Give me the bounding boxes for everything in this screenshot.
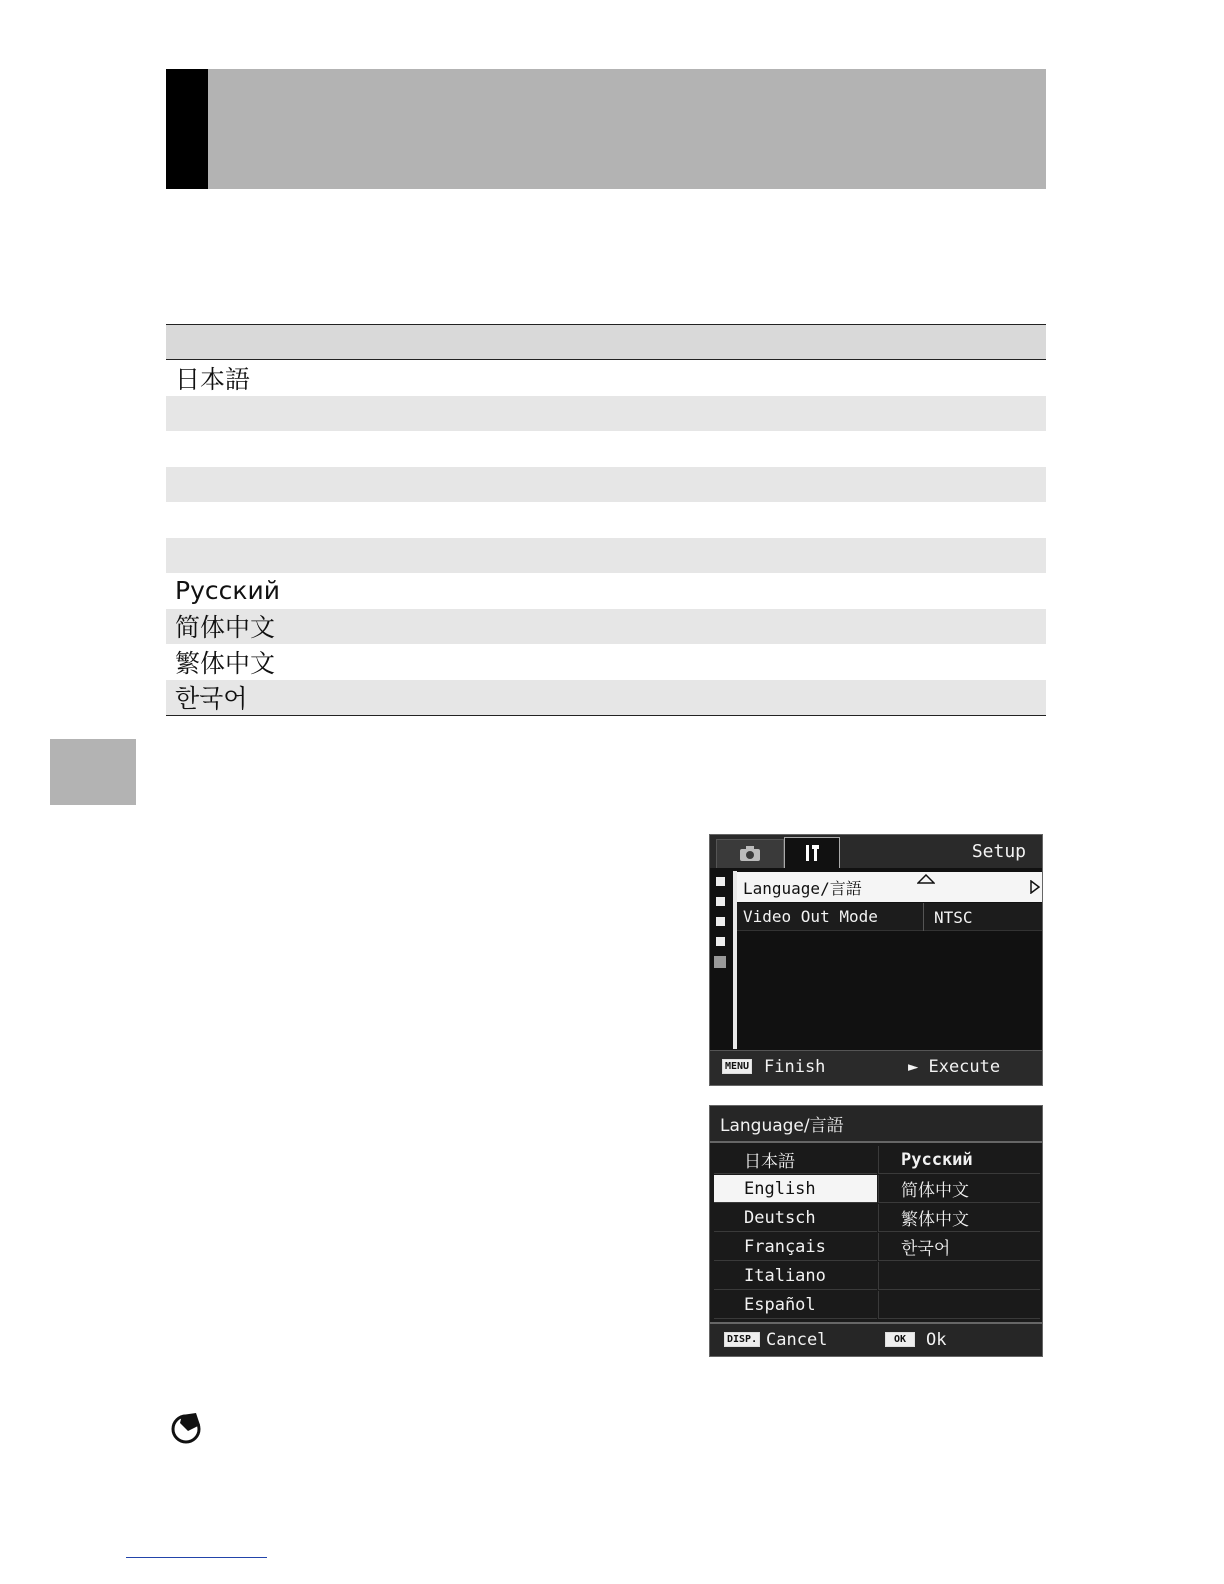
finish-label: Finish: [764, 1057, 826, 1077]
note-icon: [170, 1411, 204, 1445]
menu-item-label: Video Out Mode: [743, 907, 878, 926]
table-row: [166, 396, 1046, 432]
ok-label: Ok: [926, 1330, 947, 1350]
language-option[interactable]: 简体中文: [878, 1175, 1040, 1203]
table-header: [166, 325, 1046, 360]
language-option[interactable]: 日本語: [714, 1146, 877, 1174]
page-indicator-current: [714, 956, 726, 968]
setup-tab-title: Setup: [971, 841, 1026, 862]
page-indicator-square: [716, 877, 725, 886]
language-option[interactable]: 繁体中文: [878, 1204, 1040, 1232]
right-arrow-icon: [1030, 880, 1040, 894]
menu-item-video-out[interactable]: [737, 903, 1043, 931]
screen-footer: [710, 1050, 1042, 1085]
language-option-empty: [878, 1262, 1040, 1290]
languages-table: [166, 324, 1046, 716]
table-row: Русский: [175, 576, 280, 606]
shooting-tab[interactable]: [716, 839, 784, 868]
camera-icon: [739, 846, 761, 862]
language-screen-title: Language/言語: [710, 1106, 1042, 1143]
language-option[interactable]: Italiano: [714, 1262, 877, 1290]
table-row: [166, 502, 1046, 538]
table-row: [166, 467, 1046, 503]
ok-key-label: OK: [885, 1332, 915, 1347]
menu-item-language[interactable]: [737, 872, 1043, 902]
screen-footer: [710, 1322, 1042, 1356]
menu-item-value: NTSC: [923, 903, 973, 931]
language-option-selected[interactable]: English: [714, 1175, 877, 1203]
chapter-tab: [50, 739, 136, 805]
setup-menu-screenshot: [709, 834, 1043, 1086]
section-title-bar: [166, 69, 1046, 189]
page-indicator-square: [716, 917, 725, 926]
setup-tab[interactable]: [784, 837, 840, 868]
table-row: 繁体中文: [175, 648, 276, 678]
language-option[interactable]: 한국어: [878, 1233, 1040, 1261]
language-option-empty: [878, 1291, 1040, 1319]
footer-link-underline: [126, 1557, 267, 1558]
up-arrow-icon: [917, 874, 935, 884]
language-option[interactable]: Deutsch: [714, 1204, 877, 1232]
language-select-screenshot: [709, 1105, 1043, 1357]
page-indicator: [710, 868, 734, 1052]
disp-key-label: DISP.: [724, 1332, 760, 1347]
language-option[interactable]: Français: [714, 1233, 877, 1261]
language-option[interactable]: Русский: [878, 1146, 1040, 1174]
table-row: 한국어: [166, 680, 1046, 716]
table-row: 日本語: [175, 364, 251, 394]
table-row: 简体中文: [166, 609, 1046, 645]
page-indicator-square: [716, 937, 725, 946]
menu-item-label: Language/言語: [743, 878, 862, 898]
page-indicator-square: [716, 897, 725, 906]
menu-tab-bar: [710, 835, 1042, 868]
wrench-icon: [803, 843, 821, 863]
execute-label: ► Execute: [908, 1057, 1001, 1077]
section-title-marker: [166, 69, 208, 189]
language-option[interactable]: Español: [714, 1291, 877, 1319]
table-row: [166, 538, 1046, 574]
cancel-label: Cancel: [766, 1330, 828, 1350]
menu-key-label: MENU: [722, 1059, 752, 1074]
table-row: [166, 431, 1046, 467]
